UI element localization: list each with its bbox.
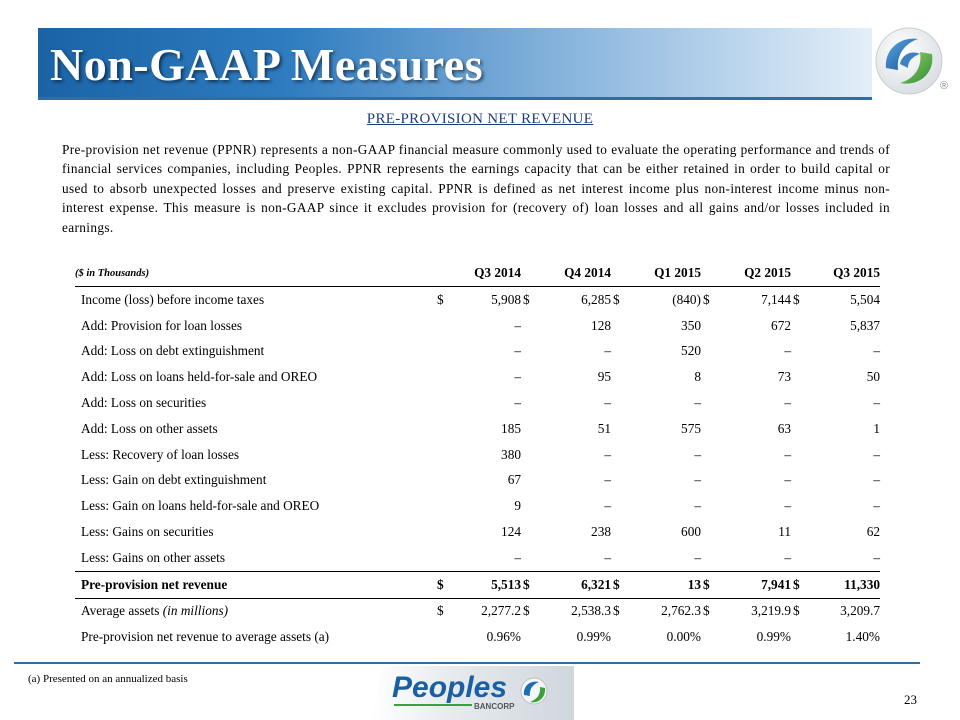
currency-symbol [791, 416, 805, 442]
cell-value: 0.99% [756, 629, 791, 645]
currency-symbol [701, 313, 715, 339]
cell-value: 7,144 [761, 291, 791, 307]
cell-value: 0.96% [486, 629, 521, 645]
currency-symbol [435, 545, 449, 571]
table-row [75, 442, 880, 468]
cell-value: 238 [591, 524, 611, 540]
currency-symbol: $ [791, 598, 805, 624]
currency-symbol [791, 313, 805, 339]
row-label [75, 519, 435, 545]
currency-symbol: $ [791, 571, 805, 598]
cell-value: 124 [501, 524, 521, 540]
row-label-text: Pre-provision net revenue to average assets (a) [81, 629, 330, 645]
currency-symbol: $ [701, 598, 715, 624]
cell-value: 67 [507, 472, 521, 488]
peoples-bancorp-logo [360, 664, 576, 720]
row-label [75, 493, 435, 519]
column-header: Q3 2014 [435, 260, 521, 287]
currency-symbol [701, 468, 715, 494]
cell-value: – [604, 395, 611, 411]
row-label [75, 364, 435, 390]
peoples-swirl-icon [874, 26, 944, 96]
cell-value: 2,538.3 [535, 598, 611, 624]
cell-value: 1 [873, 420, 880, 436]
currency-symbol: $ [611, 598, 625, 624]
currency-symbol [791, 624, 805, 650]
currency-symbol [435, 468, 449, 494]
currency-symbol [521, 545, 535, 571]
row-label-qualifier: (in millions) [162, 603, 229, 619]
table-row [75, 390, 880, 416]
column-header: Q2 2015 [701, 260, 791, 287]
currency-symbol: $ [701, 571, 715, 598]
table-row [75, 339, 880, 365]
cell-value: 7,941 [715, 571, 791, 598]
currency-symbol: $ [521, 598, 535, 624]
cell-value: 9 [514, 498, 521, 514]
currency-symbol [435, 339, 449, 365]
row-label-text: Pre-provision net revenue [81, 576, 228, 592]
currency-symbol [435, 493, 449, 519]
cell-value: 3,219.9 [715, 598, 791, 624]
table-row [75, 287, 880, 313]
cell-value: 5,504 [850, 291, 880, 307]
cell-value: – [694, 549, 701, 565]
row-label-text: Income (loss) before income taxes [81, 291, 265, 307]
currency-symbol [521, 364, 535, 390]
currency-symbol [701, 519, 715, 545]
cell-value: 11 [778, 524, 791, 540]
currency-symbol [611, 624, 625, 650]
table-row [75, 416, 880, 442]
brand-sub: BANCORP [474, 702, 515, 711]
cell-value: – [784, 446, 791, 462]
cell-value: 50 [866, 369, 880, 385]
total-row [75, 571, 880, 598]
cell-value: 380 [501, 446, 521, 462]
footnote: (a) Presented on an annualized basis [28, 673, 188, 685]
cell-value: – [784, 395, 791, 411]
cell-value: 8 [694, 369, 701, 385]
table-row [75, 598, 880, 624]
currency-symbol [521, 313, 535, 339]
cell-value: – [784, 549, 791, 565]
currency-symbol [611, 313, 625, 339]
cell-value: – [873, 549, 880, 565]
currency-symbol [521, 624, 535, 650]
row-label [75, 313, 435, 339]
cell-value: – [514, 395, 521, 411]
cell-value: – [873, 498, 880, 514]
cell-value: – [784, 498, 791, 514]
currency-symbol [791, 339, 805, 365]
cell-value: 2,277.2 [449, 598, 521, 624]
cell-value: 3,209.7 [805, 598, 880, 624]
currency-symbol [611, 390, 625, 416]
row-label-text: Add: Loss on securities [81, 395, 207, 411]
currency-symbol [611, 493, 625, 519]
cell-value: – [873, 446, 880, 462]
cell-value: – [514, 317, 521, 333]
cell-value: 51 [597, 420, 611, 436]
cell-value: 6,285 [581, 291, 611, 307]
cell-value: 350 [681, 317, 701, 333]
cell-value: – [604, 498, 611, 514]
cell-value: 185 [501, 420, 521, 436]
currency-symbol [435, 313, 449, 339]
currency-symbol [791, 442, 805, 468]
currency-symbol [791, 390, 805, 416]
currency-symbol [435, 442, 449, 468]
row-label [75, 390, 435, 416]
column-header: Q3 2015 [791, 260, 880, 287]
cell-value: 5,908 [491, 291, 521, 307]
currency-symbol [435, 416, 449, 442]
row-label [75, 598, 435, 624]
cell-value: 2,762.3 [625, 598, 701, 624]
currency-symbol [701, 339, 715, 365]
cell-value: 0.99% [576, 629, 611, 645]
row-label [75, 287, 435, 313]
row-label-text: Add: Loss on other assets [81, 420, 218, 436]
currency-symbol [701, 624, 715, 650]
cell-value: – [694, 498, 701, 514]
currency-symbol [701, 493, 715, 519]
ppnr-table [75, 260, 880, 650]
currency-symbol: $ [611, 571, 625, 598]
cell-value: – [514, 369, 521, 385]
cell-value: 1.40% [845, 629, 880, 645]
cell-value: – [694, 446, 701, 462]
currency-symbol [521, 442, 535, 468]
cell-value: 6,321 [535, 571, 611, 598]
currency-symbol [611, 364, 625, 390]
section-heading: PRE-PROVISION NET REVENUE [366, 111, 594, 127]
currency-symbol [521, 390, 535, 416]
cell-value: 520 [681, 343, 701, 359]
cell-value: – [873, 472, 880, 488]
column-header: Q1 2015 [611, 260, 701, 287]
currency-symbol [611, 468, 625, 494]
cell-value: – [514, 343, 521, 359]
currency-symbol: $ [793, 291, 800, 307]
cell-value: 73 [777, 369, 791, 385]
page-title: Non-GAAP Measures [50, 39, 484, 90]
column-header: Q4 2014 [521, 260, 611, 287]
cell-value: – [514, 549, 521, 565]
currency-symbol [791, 493, 805, 519]
row-label-text: Less: Gain on debt extinguishment [81, 472, 267, 488]
row-label-text: Less: Gain on loans held-for-sale and OREO [81, 498, 320, 514]
units-label: ($ in Thousands) [75, 260, 435, 287]
currency-symbol [521, 493, 535, 519]
currency-symbol [701, 416, 715, 442]
currency-symbol [435, 364, 449, 390]
currency-symbol [521, 468, 535, 494]
currency-symbol: $ [523, 291, 530, 307]
row-label [75, 416, 435, 442]
cell-value: 95 [597, 369, 611, 385]
cell-value: 5,837 [850, 317, 880, 333]
cell-value: 575 [681, 420, 701, 436]
table-row [75, 468, 880, 494]
table-row [75, 313, 880, 339]
row-label-text: Add: Provision for loan losses [81, 317, 243, 333]
row-label [75, 545, 435, 571]
cell-value: 672 [771, 317, 791, 333]
row-label [75, 571, 435, 598]
currency-symbol [701, 364, 715, 390]
currency-symbol [701, 545, 715, 571]
currency-symbol [611, 545, 625, 571]
cell-value: 63 [777, 420, 791, 436]
cell-value: – [604, 472, 611, 488]
cell-value: – [873, 343, 880, 359]
cell-value: 5,513 [449, 571, 521, 598]
currency-symbol [521, 416, 535, 442]
currency-symbol: $ [703, 291, 710, 307]
cell-value: – [694, 472, 701, 488]
section-description: Pre-provision net revenue (PPNR) represents a non-GAAP financial measure commonly used to evaluate the operating performance and trends of financial services companies, including Peoples. PPNR represents the earnings capacity that can be either retained in order to build capital or used to absorb unexpected losses and preserve existing capital. PPNR is defined as net interest income plus non-interest income minus non-interest expense. This measure is non-GAAP since it excludes provision for (recovery of) loan losses and all gains and/or losses included in earnings. [62, 142, 890, 235]
currency-symbol [611, 416, 625, 442]
currency-symbol: $ [437, 291, 444, 307]
currency-symbol [701, 442, 715, 468]
cell-value: – [784, 472, 791, 488]
currency-symbol [791, 468, 805, 494]
table-row [75, 364, 880, 390]
table-row [75, 493, 880, 519]
cell-value: 62 [866, 524, 880, 540]
currency-symbol [521, 519, 535, 545]
row-label [75, 339, 435, 365]
cell-value: – [694, 395, 701, 411]
row-label-text: Add: Loss on loans held-for-sale and OREO [81, 369, 318, 385]
cell-value: – [604, 549, 611, 565]
currency-symbol [435, 624, 449, 650]
cell-value: 0.00% [666, 629, 701, 645]
currency-symbol: $ [613, 291, 620, 307]
cell-value: – [873, 395, 880, 411]
currency-symbol [435, 519, 449, 545]
registered-mark: ® [940, 80, 949, 92]
table-header-row [75, 260, 880, 287]
currency-symbol [521, 339, 535, 365]
currency-symbol: $ [435, 571, 449, 598]
cell-value: 13 [625, 571, 701, 598]
cell-value: 600 [681, 524, 701, 540]
table-row [75, 545, 880, 571]
currency-symbol [435, 390, 449, 416]
currency-symbol: $ [435, 598, 449, 624]
cell-value: 11,330 [805, 571, 880, 598]
cell-value: – [604, 446, 611, 462]
brand-name: Peoples [392, 671, 508, 704]
currency-symbol: $ [521, 571, 535, 598]
row-label [75, 468, 435, 494]
row-label-text: Less: Gains on securities [81, 524, 214, 540]
row-label [75, 624, 435, 650]
table-row [75, 519, 880, 545]
title-underline [38, 97, 872, 100]
currency-symbol [611, 519, 625, 545]
row-label-text: Less: Recovery of loan losses [81, 446, 240, 462]
currency-symbol [701, 390, 715, 416]
cell-value: (840) [672, 291, 701, 307]
row-label-text: Less: Gains on other assets [81, 549, 226, 565]
cell-value: 128 [591, 317, 611, 333]
currency-symbol [791, 545, 805, 571]
currency-symbol [611, 442, 625, 468]
currency-symbol [791, 364, 805, 390]
cell-value: – [604, 343, 611, 359]
table-row [75, 624, 880, 650]
page-number: 23 [904, 692, 917, 707]
currency-symbol [791, 519, 805, 545]
row-label [75, 442, 435, 468]
row-label-text: Average assets [81, 603, 163, 619]
cell-value: – [784, 343, 791, 359]
row-label-text: Add: Loss on debt extinguishment [81, 343, 265, 359]
currency-symbol [611, 339, 625, 365]
